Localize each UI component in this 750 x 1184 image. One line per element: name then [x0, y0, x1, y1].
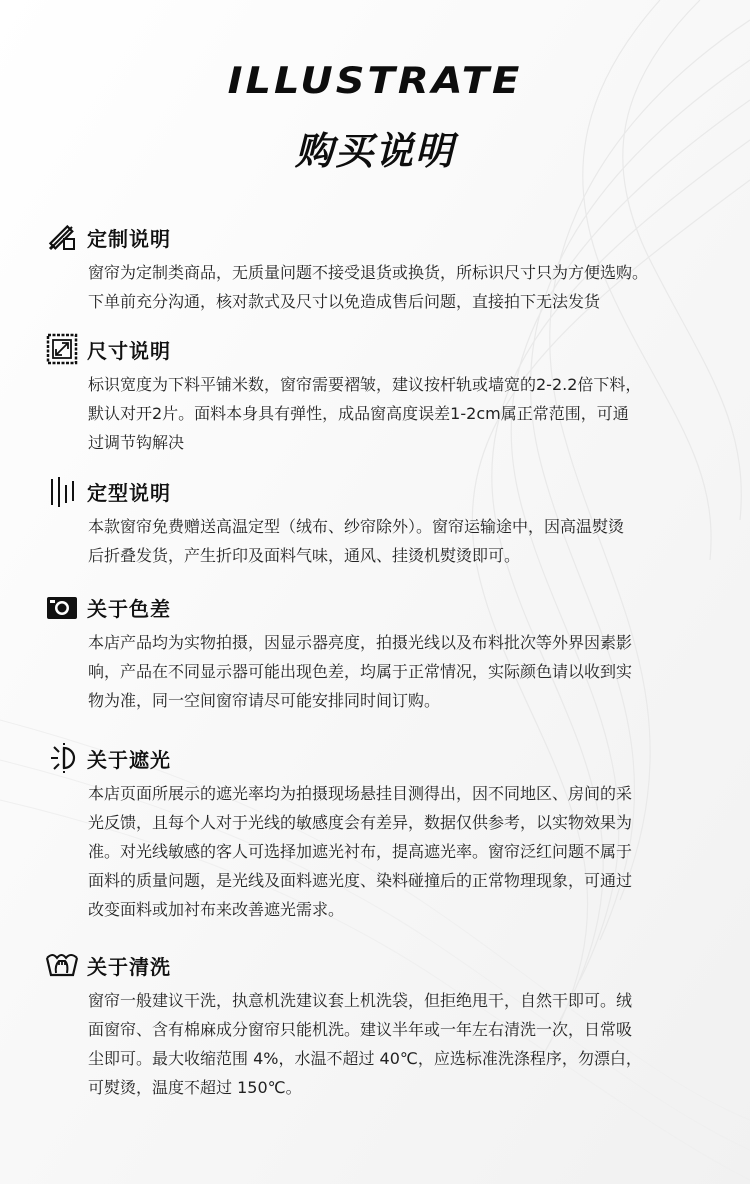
section-body: 窗帘一般建议干洗，执意机洗建议套上机洗袋，但拒绝甩干，自然干即可。绒 面窗帘、含有棉麻成分窗帘只能机洗。建议半年或一年左右清洗一次，日常吸 尘即可。最大收缩范围 4%，水温不超过 40℃，应选标准洗涤程序，勿漂白， 可熨烫，温度不超过 150℃。 [88, 991, 642, 1097]
vertical-lines-icon [45, 474, 79, 508]
section-title: 关于清洗 [87, 954, 171, 979]
section-body: 窗帘为定制类商品，无质量问题不接受退货或换货，所标识尺寸只为方便选购。 下单前充分沟通，核对款式及尺寸以免造成售后问题，直接拍下无法发货 [88, 263, 649, 311]
header-title-cn: 购买说明 [294, 129, 455, 173]
hand-wash-icon [45, 948, 79, 982]
section-washing [45, 948, 715, 1102]
section-custom [45, 220, 715, 316]
resize-frame-icon [45, 332, 79, 366]
section-setting [45, 474, 715, 570]
section-title: 尺寸说明 [87, 338, 171, 363]
half-sun-icon [45, 741, 79, 775]
section-body: 标识宽度为下料平铺米数，窗帘需要褶皱，建议按杆轨或墙宽的2-2.2倍下料， 默认对开2片。面料本身具有弹性，成品窗高度误差1-2cm属正常范围，可通 过调节钩解决 [88, 375, 642, 452]
section-size [45, 332, 715, 457]
section-title: 定制说明 [87, 226, 171, 251]
section-color-difference [45, 590, 715, 715]
section-shading [45, 741, 715, 924]
section-body: 本店产品均为实物拍摄，因显示器亮度，拍摄光线以及布料批次等外界因素影 响，产品在不同显示器可能出现色差，均属于正常情况，实际颜色请以收到实 物为准，同一空间窗帘请尽可能安排同时间订购。 [88, 633, 633, 710]
section-body: 本店页面所展示的遮光率均为拍摄现场悬挂目测得出，因不同地区、房间的采 光反馈，且每个人对于光线的敏感度会有差异，数据仅供参考，以实物效果为 准。对光线敏感的客人可选择加遮光衬布，提高遮光率。窗帘泛红问题不属于 面料的质量问题，是光线及面料遮光度、染料碰撞后的正常物理现象，可通过 改变面料或加衬布来改善遮光需求。 [88, 784, 633, 919]
pencil-ruler-icon [45, 220, 79, 254]
camera-icon [45, 590, 79, 624]
section-body: 本款窗帘免费赠送高温定型（绒布、纱帘除外）。窗帘运输途中，因高温熨烫 后折叠发货，产生折印及面料气味，通风、挂烫机熨烫即可。 [88, 517, 625, 565]
section-title: 关于遮光 [87, 747, 171, 772]
section-title: 关于色差 [87, 596, 171, 621]
header-title-en: ILLUSTRATE [227, 59, 523, 103]
section-title: 定型说明 [87, 480, 171, 505]
